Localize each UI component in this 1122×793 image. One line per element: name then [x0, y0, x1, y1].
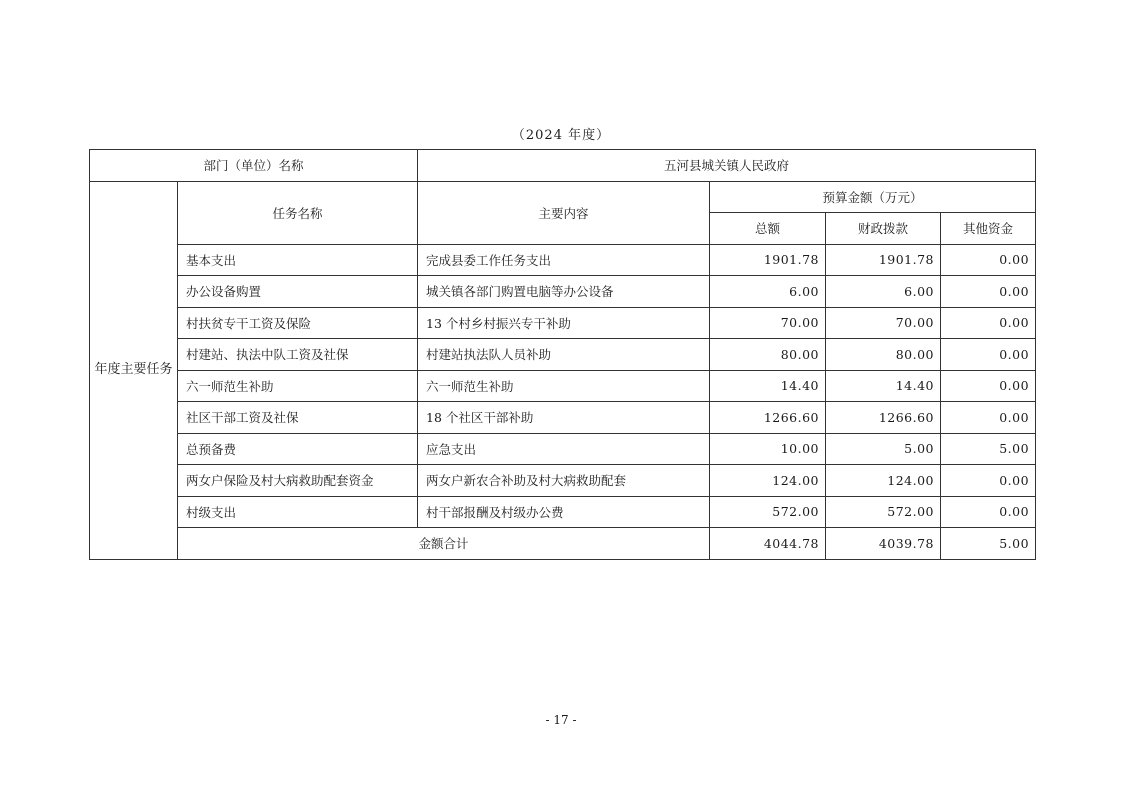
row-content: 城关镇各部门购置电脑等办公设备	[418, 276, 710, 308]
row-content: 六一师范生补助	[418, 370, 710, 402]
row-task: 村建站、执法中队工资及社保	[178, 339, 418, 371]
totals-row	[90, 528, 1036, 560]
row-content: 完成县委工作任务支出	[418, 244, 710, 276]
row-total: 1266.60	[710, 402, 826, 434]
totals-other: 5.00	[941, 528, 1036, 560]
row-content: 村建站执法队人员补助	[418, 339, 710, 371]
row-fiscal: 6.00	[826, 276, 941, 308]
totals-total: 4044.78	[710, 528, 826, 560]
row-other: 0.00	[941, 465, 1036, 497]
totals-label: 金额合计	[178, 528, 710, 560]
col-task-name: 任务名称	[178, 181, 418, 244]
table-row	[90, 244, 1036, 276]
row-task: 村扶贫专干工资及保险	[178, 307, 418, 339]
row-task: 两女户保险及村大病救助配套资金	[178, 465, 418, 497]
table-row	[90, 370, 1036, 402]
header-row-columns	[90, 181, 1036, 213]
row-task: 村级支出	[178, 496, 418, 528]
table-row	[90, 433, 1036, 465]
table-row	[90, 339, 1036, 371]
row-total: 80.00	[710, 339, 826, 371]
col-total: 总额	[710, 213, 826, 245]
row-task: 基本支出	[178, 244, 418, 276]
row-other: 0.00	[941, 244, 1036, 276]
row-total: 14.40	[710, 370, 826, 402]
row-other: 0.00	[941, 496, 1036, 528]
row-task: 社区干部工资及社保	[178, 402, 418, 434]
dept-label: 部门（单位）名称	[90, 150, 418, 182]
row-other: 0.00	[941, 370, 1036, 402]
row-other: 0.00	[941, 307, 1036, 339]
row-total: 10.00	[710, 433, 826, 465]
row-fiscal: 124.00	[826, 465, 941, 497]
row-fiscal: 70.00	[826, 307, 941, 339]
row-fiscal: 1901.78	[826, 244, 941, 276]
table-row	[90, 276, 1036, 308]
row-content: 两女户新农合补助及村大病救助配套	[418, 465, 710, 497]
row-fiscal: 1266.60	[826, 402, 941, 434]
table-row	[90, 465, 1036, 497]
col-content: 主要内容	[418, 181, 710, 244]
row-task: 办公设备购置	[178, 276, 418, 308]
row-fiscal: 14.40	[826, 370, 941, 402]
section-label: 年度主要任务	[90, 181, 178, 559]
row-fiscal: 572.00	[826, 496, 941, 528]
row-content: 13 个村乡村振兴专干补助	[418, 307, 710, 339]
row-other: 5.00	[941, 433, 1036, 465]
row-total: 70.00	[710, 307, 826, 339]
totals-fiscal: 4039.78	[826, 528, 941, 560]
table-row	[90, 402, 1036, 434]
year-label: （2024 年度）	[511, 128, 611, 143]
row-fiscal: 80.00	[826, 339, 941, 371]
row-total: 572.00	[710, 496, 826, 528]
row-task: 六一师范生补助	[178, 370, 418, 402]
col-budget-group: 预算金额（万元）	[710, 181, 1036, 213]
row-task: 总预备费	[178, 433, 418, 465]
table-row	[90, 496, 1036, 528]
row-total: 6.00	[710, 276, 826, 308]
budget-table	[89, 149, 1036, 560]
row-total: 124.00	[710, 465, 826, 497]
row-content: 村干部报酬及村级办公费	[418, 496, 710, 528]
row-other: 0.00	[941, 276, 1036, 308]
table-row	[90, 307, 1036, 339]
col-other: 其他资金	[941, 213, 1036, 245]
page-number: - 17 -	[545, 713, 577, 727]
row-content: 应急支出	[418, 433, 710, 465]
row-total: 1901.78	[710, 244, 826, 276]
row-other: 0.00	[941, 339, 1036, 371]
dept-value: 五河县城关镇人民政府	[418, 150, 1036, 182]
header-row-dept	[90, 150, 1036, 182]
row-other: 0.00	[941, 402, 1036, 434]
col-fiscal: 财政拨款	[826, 213, 941, 245]
row-fiscal: 5.00	[826, 433, 941, 465]
row-content: 18 个社区干部补助	[418, 402, 710, 434]
